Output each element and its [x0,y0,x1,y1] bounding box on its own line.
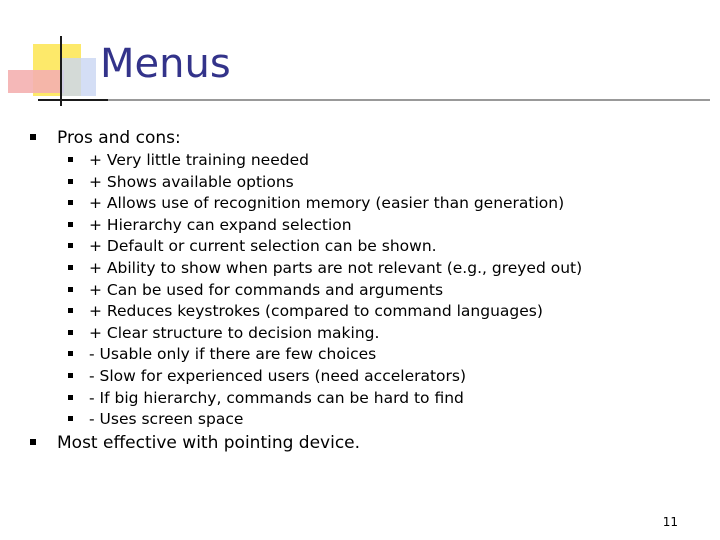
list-item [68,301,582,323]
square-bullet-icon [68,330,73,335]
bullet-text: Most effective with pointing device. [57,433,361,453]
list-item-text: + Reduces keystrokes (compared to command languages) [89,302,543,321]
square-bullet-icon [68,308,73,313]
list-item [68,366,582,388]
list-item [68,388,582,410]
pros-cons-list [68,150,582,431]
square-bullet-icon [68,395,73,400]
list-item-text: + Default or current selection can be shown. [89,237,437,256]
bullet-pros-cons [30,127,181,149]
square-bullet-icon [68,157,73,162]
title-divider-line [38,99,710,101]
list-item-text: + Shows available options [89,172,294,191]
list-item-text: + Can be used for commands and arguments [89,280,444,299]
list-item [68,344,582,366]
square-bullet-icon [68,265,73,270]
square-bullet-icon [68,243,73,248]
list-item [68,193,582,215]
list-item-text: + Allows use of recognition memory (easier than generation) [89,194,565,213]
title-divider-accent [38,99,108,101]
square-bullet-icon [68,287,73,292]
list-item-text: - If big hierarchy, commands can be hard to find [89,388,464,407]
bullet-most-effective [30,432,360,454]
square-bullet-icon [68,416,73,421]
list-item-text: - Slow for experienced users (need accelerators) [89,366,467,385]
page-number: 11 [662,515,678,529]
decorative-blue-square [60,58,96,96]
decorative-red-bar [8,70,64,93]
list-item [68,215,582,237]
list-item [68,150,582,172]
list-item-text: + Ability to show when parts are not relevant (e.g., greyed out) [89,258,583,277]
square-bullet-icon [68,351,73,356]
square-bullet-icon [68,222,73,227]
list-item-text: + Very little training needed [89,151,309,169]
slide-title: Menus [100,41,231,87]
list-item [68,409,582,431]
list-item [68,280,582,302]
square-bullet-icon [30,134,36,140]
square-bullet-icon [68,200,73,205]
decorative-vertical-line [60,36,62,106]
list-item-text: - Usable only if there are few choices [89,345,377,364]
square-bullet-icon [68,373,73,378]
list-item-text: + Clear structure to decision making. [89,323,380,342]
list-item [68,172,582,194]
list-item-text: - Uses screen space [89,410,244,429]
list-item [68,323,582,345]
list-item [68,236,582,258]
list-item [68,258,582,280]
square-bullet-icon [30,439,36,445]
square-bullet-icon [68,179,73,184]
list-item-text: + Hierarchy can expand selection [89,215,352,234]
bullet-text: Pros and cons: [57,128,181,148]
